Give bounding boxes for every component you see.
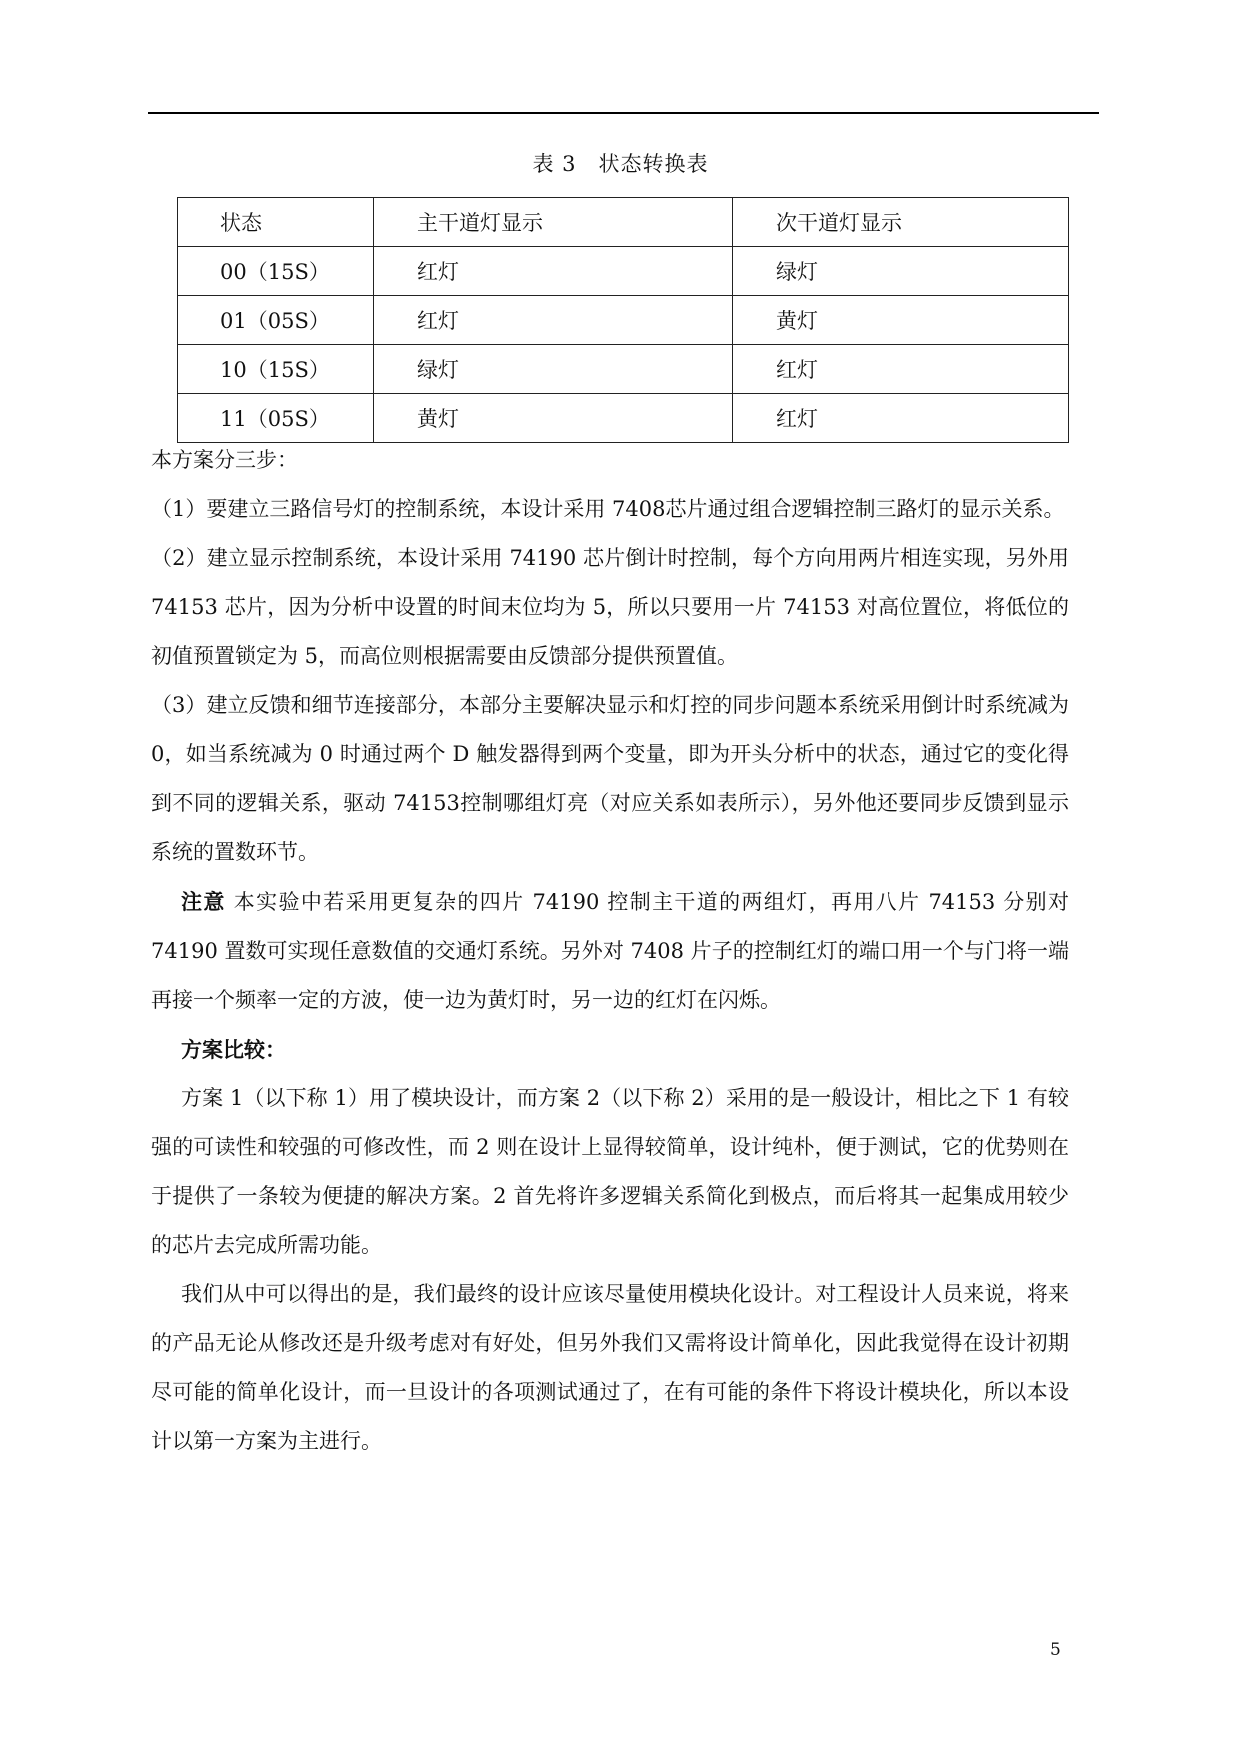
compare-heading: 方案比较： [181,1037,286,1062]
body-text [151,436,1069,1466]
table-cell: 绿灯 [374,345,733,394]
header-cell: 主干道灯显示 [374,198,733,247]
table-cell: 红灯 [374,247,733,296]
table-cell: 黄灯 [374,394,733,443]
compare-paragraph: 方案 1（以下称 1）用了模块设计，而方案 2（以下称 2）采用的是一般设计，相比之下 1 有较强的可读性和较强的可修改性，而 2 则在设计上显得较简单，设计纯朴，便于测试，它的优势则在于提供了一条较为便捷的解决方案。2 首先将许多逻辑关系简化到极点，而后将其一起集成用较少的芯片去完成所需功能。 [151,1086,1069,1257]
header-cell: 次干道灯显示 [733,198,1069,247]
note-text: 本实验中若采用更复杂的四片 74190 控制主干道的两组灯，再用八片 74153 分别对 74190 置数可实现任意数值的交通灯系统。另外对 7408 片子的控制红灯的端口用一个与门将一端再接一个频率一定的方波，使一边为黄灯时，另一边的红灯在闪烁。 [151,890,1070,1012]
step2-paragraph: （2）建立显示控制系统，本设计采用 74190 芯片倒计时控制，每个方向用两片相连实现，另外用 74153 芯片，因为分析中设置的时间末位均为 5，所以只要用一片 74153 对高位置位，将低位的初值预置锁定为 5，而高位则根据需要由反馈部分提供预置值。 [151,546,1069,668]
table-cell: 黄灯 [733,296,1069,345]
page-number: 5 [1050,1640,1061,1660]
table-row [178,345,1069,394]
step3-paragraph: （3）建立反馈和细节连接部分，本部分主要解决显示和灯控的同步问题本系统采用倒计时系统减为 0，如当系统减为 0 时通过两个 D 触发器得到两个变量，即为开头分析中的状态，通过它的变化得到不同的逻辑关系，驱动 74153控制哪组灯亮（对应关系如表所示），另外他还要同步反馈到显示系统的置数环节。 [151,693,1069,864]
table-row [178,247,1069,296]
table-header-row [178,198,1069,247]
note-paragraph [151,877,1069,1025]
state-transition-table [177,197,1069,443]
header-cell: 状态 [178,198,374,247]
table-caption: 表 3 状态转换表 [532,152,709,176]
intro-paragraph: 本方案分三步： [151,448,298,472]
table-cell: 00（15S） [178,247,374,296]
conclusion-paragraph: 我们从中可以得出的是，我们最终的设计应该尽量使用模块化设计。对工程设计人员来说，将来的产品无论从修改还是升级考虑对有好处，但另外我们又需将设计简单化，因此我觉得在设计初期尽可能的简单化设计，而一旦设计的各项测试通过了，在有可能的条件下将设计模块化，所以本设计以第一方案为主进行。 [151,1282,1069,1453]
table-cell: 绿灯 [733,247,1069,296]
table-cell: 11（05S） [178,394,374,443]
note-label: 注意 [181,889,226,914]
table-cell: 红灯 [733,394,1069,443]
table-cell: 红灯 [733,345,1069,394]
table-row [178,296,1069,345]
step1-paragraph: （1）要建立三路信号灯的控制系统，本设计采用 7408芯片通过组合逻辑控制三路灯的显示关系。 [151,497,1065,521]
table-cell: 10（15S） [178,345,374,394]
table-cell: 01（05S） [178,296,374,345]
table-cell: 红灯 [374,296,733,345]
header-rule [148,112,1099,114]
